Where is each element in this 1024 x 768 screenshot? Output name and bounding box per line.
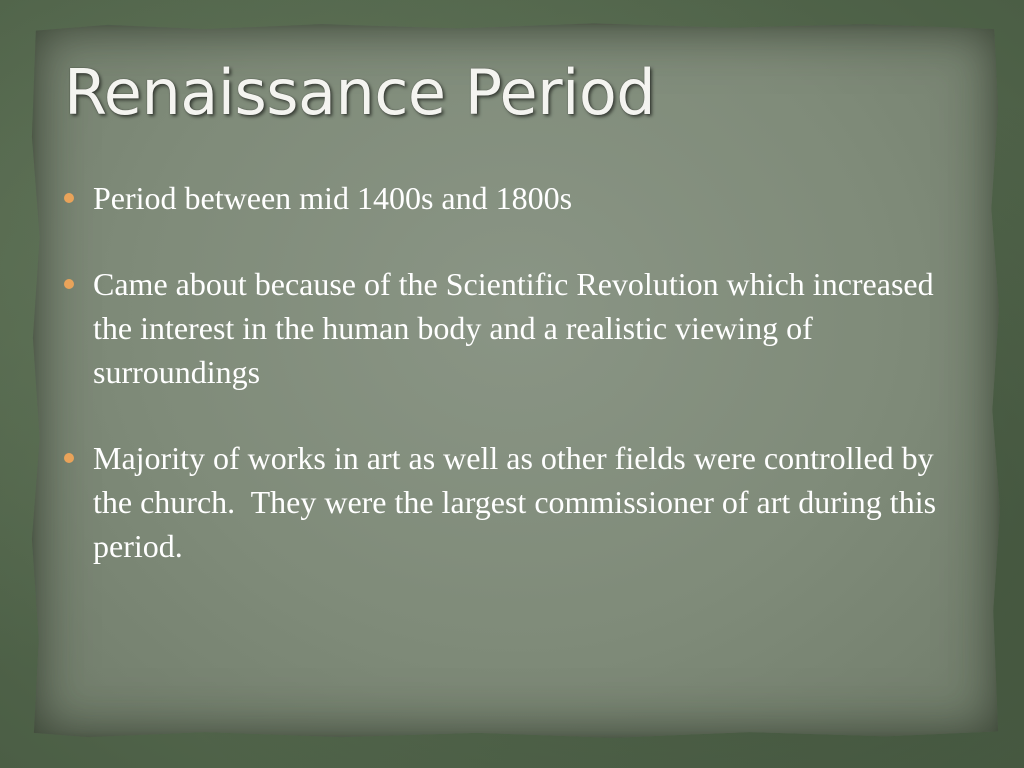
bullet-text: Came about because of the Scientific Revolution which increased the interest in the human body and a realistic viewing of surroundings — [93, 266, 934, 390]
bullet-dot-icon — [64, 279, 74, 289]
bullet-item — [62, 436, 962, 568]
bullet-text: Period between mid 1400s and 1800s — [93, 180, 573, 216]
bullet-list — [62, 176, 962, 568]
bullet-text: Majority of works in art as well as other fields were controlled by the church. They were the largest commissioner of art during this period. — [93, 440, 945, 564]
slide-title: Renaissance Period — [64, 56, 656, 129]
bullet-item — [62, 262, 962, 394]
bullet-dot-icon — [64, 193, 74, 203]
bullet-dot-icon — [64, 453, 74, 463]
bullet-item — [62, 176, 962, 220]
